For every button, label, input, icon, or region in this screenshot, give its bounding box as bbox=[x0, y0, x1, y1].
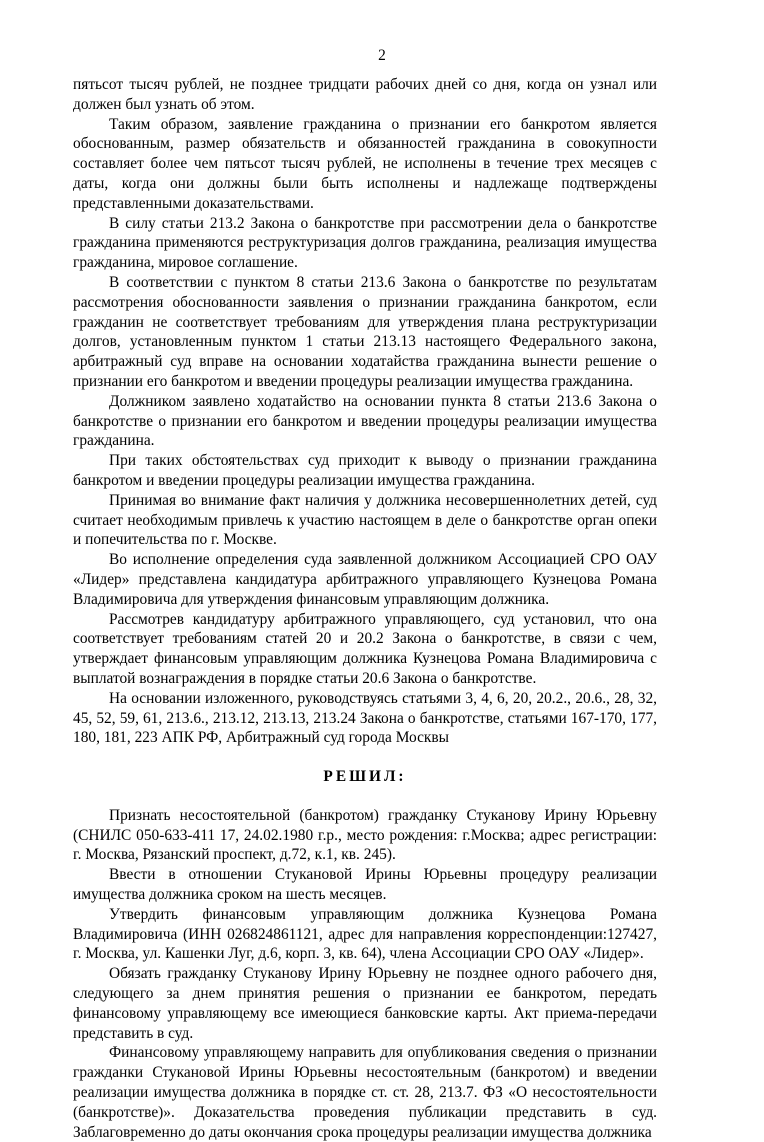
document-body bbox=[73, 75, 657, 1142]
decision-item-manager: Утвердить финансовым управляющим должника Кузнецова Романа Владимировича (ИНН 026824861121, адрес для направления корреспонденции:127427, г. Москва, ул. Кашенки Луг, д.6, корп. 3, кв. 64), члена Ассоциации СРО ОАУ «Лидер». bbox=[73, 905, 657, 963]
paragraph-article-213-2: В силу статьи 213.2 Закона о банкротстве при рассмотрении дела о банкротстве гражданина применяются реструктуризация долгов гражданина, реализация имущества гражданина, мировое соглашение. bbox=[73, 214, 657, 272]
paragraph-minor-children: Принимая во внимание факт наличия у должника несовершеннолетних детей, суд считает необходимым привлечь к участию настоящем в деле о банкротстве орган опеки и попечительства по г. Москве. bbox=[73, 491, 657, 549]
decision-item-procedure: Ввести в отношении Стукановой Ирины Юрьевны процедуру реализации имущества должника сроком на шесть месяцев. bbox=[73, 866, 657, 904]
paragraph-article-213-6: В соответствии с пунктом 8 статьи 213.6 Закона о банкротстве по результатам рассмотрения обоснованности заявления о признании гражданина банкротом, если гражданин не соответствует требованиям для утверждения плана реструктуризации долгов, установленным пунктом 1 статьи 213.13 настоящего Федерального закона, арбитражный суд вправе на основании ходатайства гражданина вынести решение о признании его банкротом и введении процедуры реализации имущества гражданина. bbox=[73, 273, 657, 390]
decision-heading: РЕШИЛ: bbox=[323, 768, 407, 786]
page-number: 2 bbox=[378, 47, 386, 64]
decision-item-publication: Финансовому управляющему направить для опубликования сведения о признании гражданки Стукановой Ирины Юрьевны несостоятельным (банкротом) и введении реализации имущества должника в порядке ст. ст. 28, 213.7. ФЗ «О несостоятельности (банкротстве)». Доказательства проведения публикации представить в суд. Заблаговременно до даты окончания срока процедуры реализации имущества должника bbox=[73, 1044, 657, 1141]
paragraph-court-conclusion: При таких обстоятельствах суд приходит к выводу о признании гражданина банкротом и введении процедуры реализации имущества гражданина. bbox=[73, 452, 657, 489]
paragraph-continuation: пятьсот тысяч рублей, не позднее тридцати рабочих дней со дня, когда он узнал или должен был узнать об этом. bbox=[73, 76, 657, 113]
paragraph-candidate-review: Рассмотрев кандидатуру арбитражного управляющего, суд установил, что она соответствует требованиям статей 20 и 20.2 Закона о банкротстве, в связи с чем, утверждает финансовым управляющим должника Кузнецова Романа Владимировича с выплатой вознаграждения в порядке статьи 20.6 Закона о банкротстве. bbox=[73, 610, 657, 687]
decision-item-bank-cards: Обязать гражданку Стуканову Ирину Юрьевну не позднее одного рабочего дня, следующего за днем принятия решения о признании ее банкротом, передать финансовому управляющему все имеющиеся банковские карты. Акт приема-передачи представить в суд. bbox=[73, 965, 657, 1042]
paragraph-debtor-motion: Должником заявлено ходатайство на основании пункта 8 статьи 213.6 Закона о банкротстве о признании его банкротом и введении процедуры реализации имущества гражданина. bbox=[73, 392, 657, 450]
decision-item-bankruptcy: Признать несостоятельной (банкротом) гражданку Стуканову Ирину Юрьевну (СНИЛС 050-633-411 17, 24.02.1980 г.р., место рождения: г.Москва; адрес регистрации: г. Москва, Рязанский проспект, д.72, к.1, кв. 245). bbox=[73, 806, 657, 864]
paragraph-legal-basis: На основании изложенного, руководствуясь статьями 3, 4, 6, 20, 20.2., 20.6., 28, 32, 45, 52, 59, 61, 213.6., 213.12, 213.13, 213.24 Закона о банкротстве, статьями 167-170, 177, 180, 181, 223 АПК РФ, Арбитражный суд города Москвы bbox=[73, 689, 657, 747]
paragraph-candidate: Во исполнение определения суда заявленной должником Ассоциацией СРО ОАУ «Лидер» представлена кандидатура арбитражного управляющего Кузнецова Романа Владимировича для утверждения финансовым управляющим должника. bbox=[73, 551, 657, 608]
paragraph-grounds: Таким образом, заявление гражданина о признании его банкротом является обоснованным, размер обязательств и обязанностей гражданина в совокупности составляет более чем пятьсот тысяч рублей, не исполнены в течение трех месяцев с даты, когда они должны были быть исполнены и надлежаще подтверждены представленными доказательствами. bbox=[73, 115, 657, 212]
